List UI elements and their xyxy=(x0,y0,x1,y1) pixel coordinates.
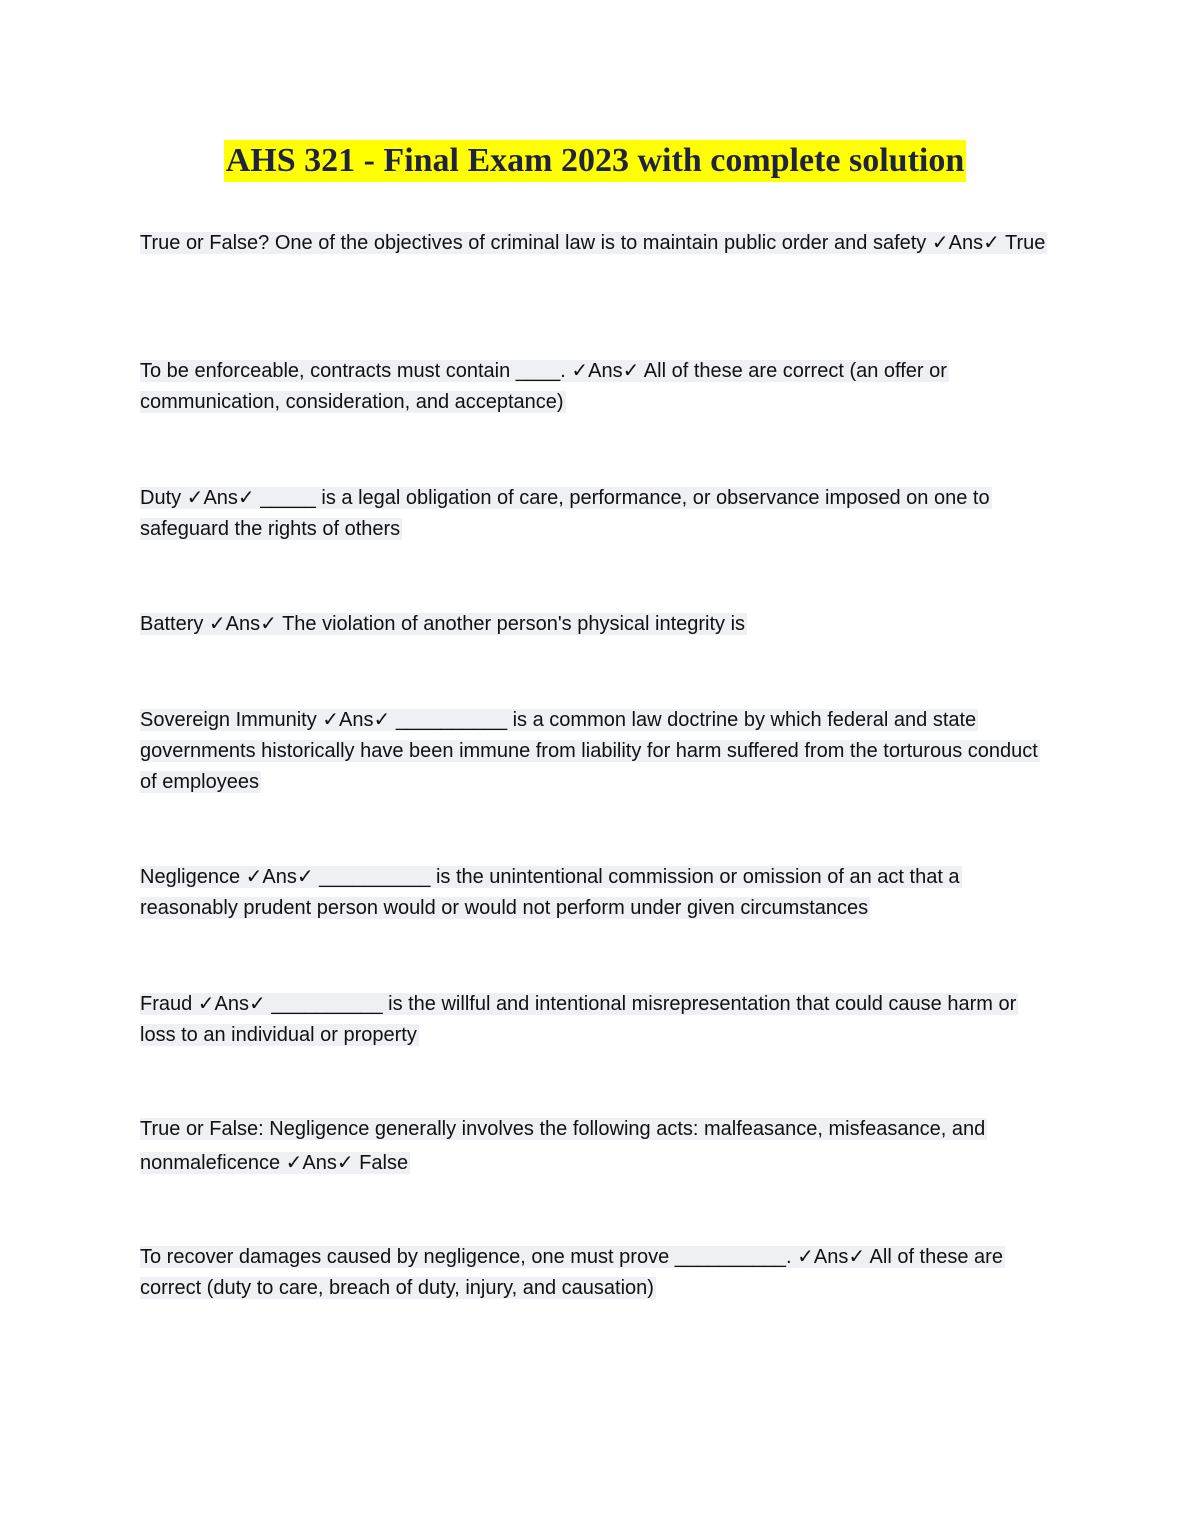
qa-text: To be enforceable, contracts must contain ____. ✓Ans✓ All of these are correct (an offer or communication, consideration, and acceptance) xyxy=(140,360,947,413)
qa-text: Negligence ✓Ans✓ __________ is the unintentional commission or omission of an act that a reasonably prudent person would or would not perform under given circumstances xyxy=(140,866,960,919)
qa-item xyxy=(140,705,1050,798)
document-title: AHS 321 - Final Exam 2023 with complete solution xyxy=(224,140,967,182)
qa-text: True or False? One of the objectives of criminal law is to maintain public order and safety ✓Ans✓ True xyxy=(140,232,1046,254)
qa-text: Battery ✓Ans✓ The violation of another person's physical integrity is xyxy=(140,613,746,635)
qa-text: To recover damages caused by negligence, one must prove __________. ✓Ans✓ All of these are correct (duty to care, breach of duty, injury, and causation) xyxy=(140,1246,1003,1299)
qa-item xyxy=(140,228,1050,259)
qa-item xyxy=(140,356,1050,418)
document-title-wrap xyxy=(0,140,1190,182)
qa-item xyxy=(140,609,1050,640)
qa-text: True or False: Negligence generally involves the following acts: malfeasance, misfeasance, and nonmaleficence ✓Ans✓ False xyxy=(140,1118,986,1174)
qa-text: Duty ✓Ans✓ _____ is a legal obligation of care, performance, or observance imposed on one to safeguard the rights of others xyxy=(140,487,990,540)
qa-item xyxy=(140,989,1050,1051)
qa-text: Fraud ✓Ans✓ __________ is the willful and intentional misrepresentation that could cause harm or loss to an individual or property xyxy=(140,993,1017,1046)
qa-text: Sovereign Immunity ✓Ans✓ __________ is a common law doctrine by which federal and state governments historically have been immune from liability for harm suffered from the torturous conduct of employees xyxy=(140,709,1038,793)
qa-item xyxy=(140,862,1050,924)
qa-item xyxy=(140,483,1050,545)
qa-item xyxy=(140,1112,1050,1180)
qa-item xyxy=(140,1242,1050,1304)
